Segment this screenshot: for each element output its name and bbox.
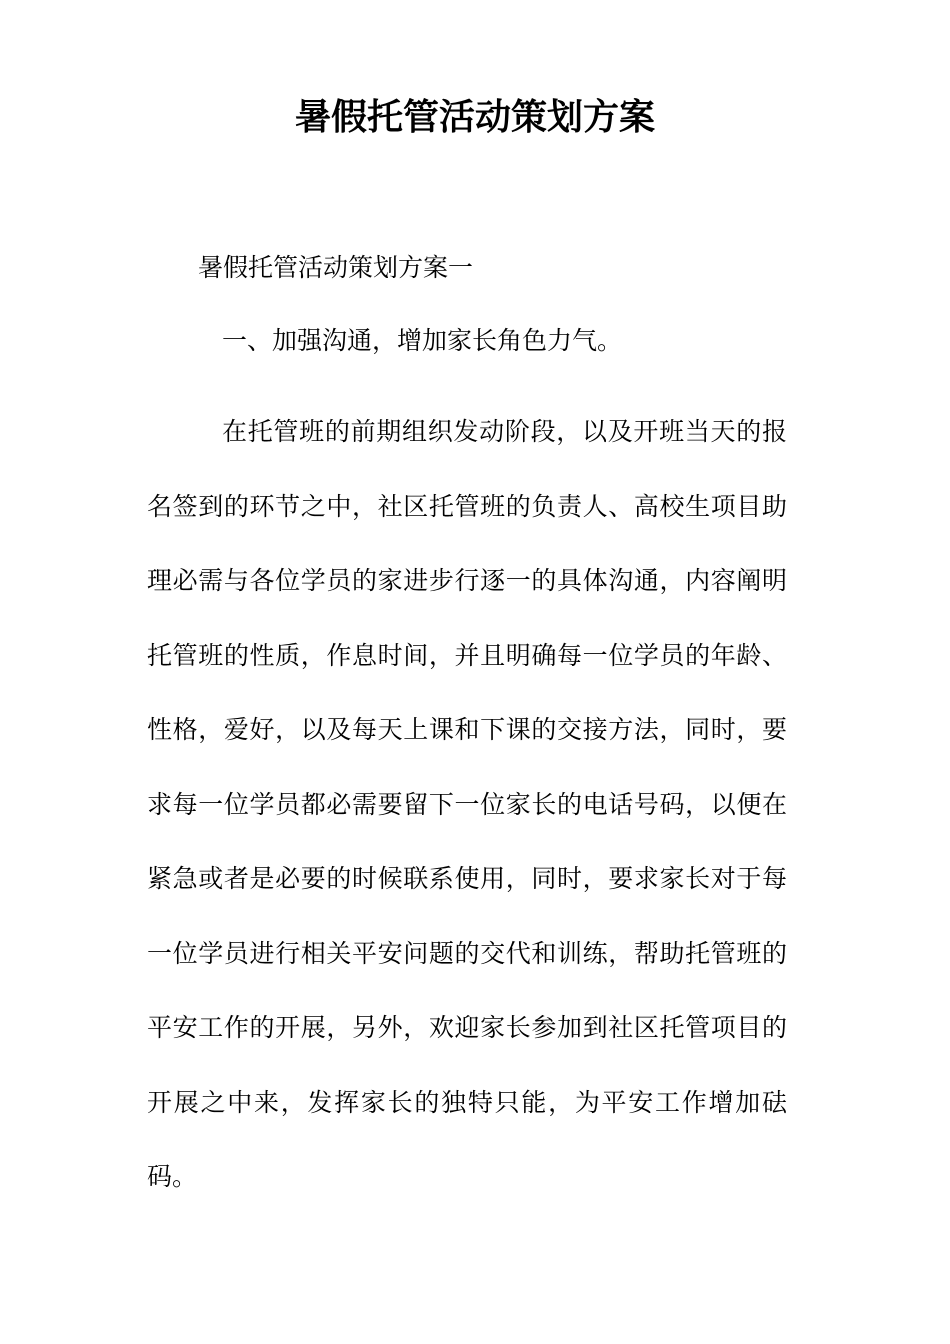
document-title: 暑假托管活动策划方案: [294, 97, 655, 138]
section-title: 暑假托管活动策划方案一: [198, 253, 474, 282]
body-paragraph: 在托管班的前期组织发动阶段，以及开班当天的报名签到的环节之中，社区托管班的负责人、高校生项目助理必需与各位学员的家进步行逐一的具体沟通，内容阐明托管班的性质，作息时间，并且明确每一位学员的年龄、性格，爱好，以及每天上课和下课的交接方法，同时，要求每一位学员都必需要留下一位家长的电话号码，以便在紧急或者是必要的时候联系使用，同时，要求家长对于每一位学员进行相关平安问题的交代和训练，帮助托管班的平安工作的开展，另外，欢迎家长参加到社区托管项目的开展之中来，发挥家长的独特只能，为平安工作增加砝码。: [147, 417, 787, 1191]
subsection-title: 一、加强沟通，增加家长角色力气。: [222, 326, 623, 355]
